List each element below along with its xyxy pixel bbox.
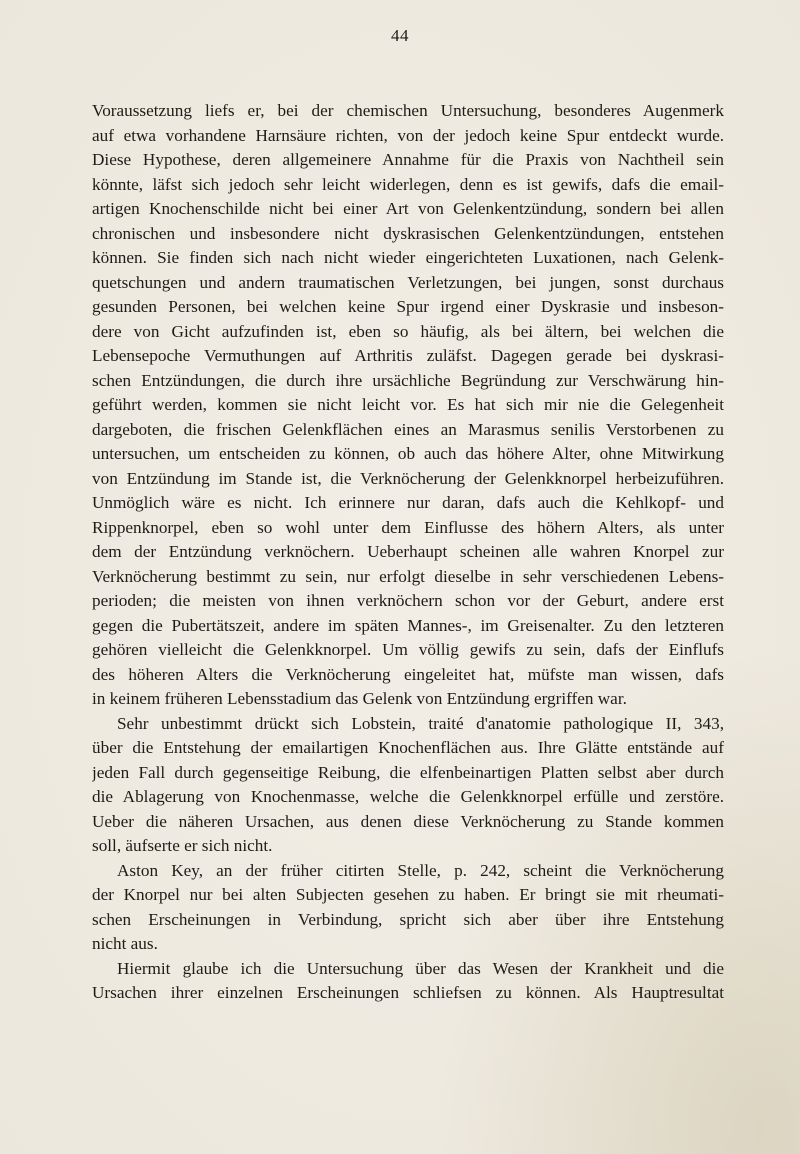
text-line: gegen die Pubertätszeit, andere im späten Mannes-, im Greisenalter. Zu den letzteren (92, 615, 724, 635)
text-line: Diese Hypothese, deren allgemeinere Annahme für die Praxis von Nachtheil sein (92, 150, 724, 169)
text-line: über die Entstehung der emailartigen Knochenflächen aus. Ihre Glätte entstände auf (92, 738, 724, 757)
text-line: artigen Knochenschilde nicht bei einer Art von Gelenkentzündung, sondern bei allen (92, 199, 724, 218)
text-line: dargeboten, die frischen Gelenkflächen eines an Marasmus senilis Verstorbenen zu (92, 419, 724, 439)
text-line: soll, äufserte er sich nicht. (92, 836, 273, 855)
text-line: dere von Gicht aufzufinden ist, eben so häufig, als bei ältern, bei welchen die (92, 321, 724, 341)
text-line: Voraussetzung liefs er, bei der chemischen Untersuchung, besonderes Augenmerk (92, 101, 724, 120)
text-line: gesunden Personen, bei welchen keine Spur irgend einer Dyskrasie und insbeson- (92, 297, 724, 316)
page-number: 44 (391, 26, 409, 45)
text-line: des höheren Alters die Verknöcherung eingeleitet hat, müfste man wissen, dafs (92, 664, 724, 684)
text-line: nicht aus. (92, 934, 158, 953)
text-line: Unmöglich wäre es nicht. Ich erinnere nur daran, dafs auch die Kehlkopf- und (92, 493, 724, 512)
text-line: geführt werden, kommen sie nicht leicht vor. Es hat sich mir nie die Gelegenheit (92, 395, 724, 414)
text-line: chronischen und insbesondere nicht dyskrasischen Gelenkentzündungen, entstehen (92, 223, 724, 243)
text-line: jeden Fall durch gegenseitige Reibung, die elfenbeinartigen Platten selbst aber durch (92, 762, 724, 782)
text-line: dem der Entzündung verknöchern. Ueberhaupt scheinen alle wahren Knorpel zur (92, 542, 724, 561)
text-line: der Knorpel nur bei alten Subjecten gesehen zu haben. Er bringt sie mit rheumati- (92, 885, 724, 904)
text-line: Ursachen ihrer einzelnen Erscheinungen schliefsen zu können. Als Hauptresultat (92, 983, 724, 1002)
text-line: Ueber die näheren Ursachen, aus denen diese Verknöcherung zu Stande kommen (92, 811, 724, 831)
text-line: schen Entzündungen, die durch ihre ursächliche Begründung zur Verschwärung hin- (92, 370, 724, 390)
text-line: gehören vielleicht die Gelenkknorpel. Um völlig gewifs zu sein, dafs der Einflufs (92, 640, 724, 659)
text-line: Sehr unbestimmt drückt sich Lobstein, traité d'anatomie pathologique II, 343, (117, 713, 724, 733)
text-line: schen Erscheinungen in Verbindung, spricht sich aber über ihre Entstehung (92, 909, 724, 929)
text-line: untersuchen, um entscheiden zu können, ob auch das höhere Alter, ohne Mitwirkung (92, 444, 724, 463)
text-line: perioden; die meisten von ihnen verknöchern schon vor der Geburt, andere erst (92, 591, 724, 610)
text-line: auf etwa vorhandene Harnsäure richten, von der jedoch keine Spur entdeckt wurde. (92, 125, 724, 145)
text-line: die Ablagerung von Knochenmasse, welche die Gelenkknorpel erfülle und zerstöre. (92, 787, 724, 806)
text-line: quetschungen und andern traumatischen Verletzungen, bei jungen, sonst durchaus (92, 272, 724, 292)
text-line: können. Sie finden sich nach nicht wieder eingerichteten Luxationen, nach Gelenk- (92, 248, 724, 267)
text-line: Verknöcherung bestimmt zu sein, nur erfolgt dieselbe in sehr verschiedenen Lebens- (92, 566, 724, 586)
text-line: Hiermit glaube ich die Untersuchung über das Wesen der Krankheit und die (117, 958, 724, 978)
text-line: Rippenknorpel, eben so wohl unter dem Einflusse des höhern Alters, als unter (92, 517, 724, 537)
text-line: in keinem früheren Lebensstadium das Gelenk von Entzündung ergriffen war. (92, 689, 627, 708)
body-text (92, 99, 724, 1006)
text-line: Aston Key, an der früher citirten Stelle, p. 242, scheint die Verknöcherung (117, 860, 724, 880)
text-line: von Entzündung im Stande ist, die Verknöcherung der Gelenkknorpel herbeizuführen. (92, 468, 724, 488)
text-line: Lebensepoche Vermuthungen auf Arthritis zuläfst. Dagegen gerade bei dyskrasi- (92, 346, 724, 365)
text-line: könnte, läfst sich jedoch sehr leicht widerlegen, denn es ist gewifs, dafs die email- (92, 174, 724, 194)
